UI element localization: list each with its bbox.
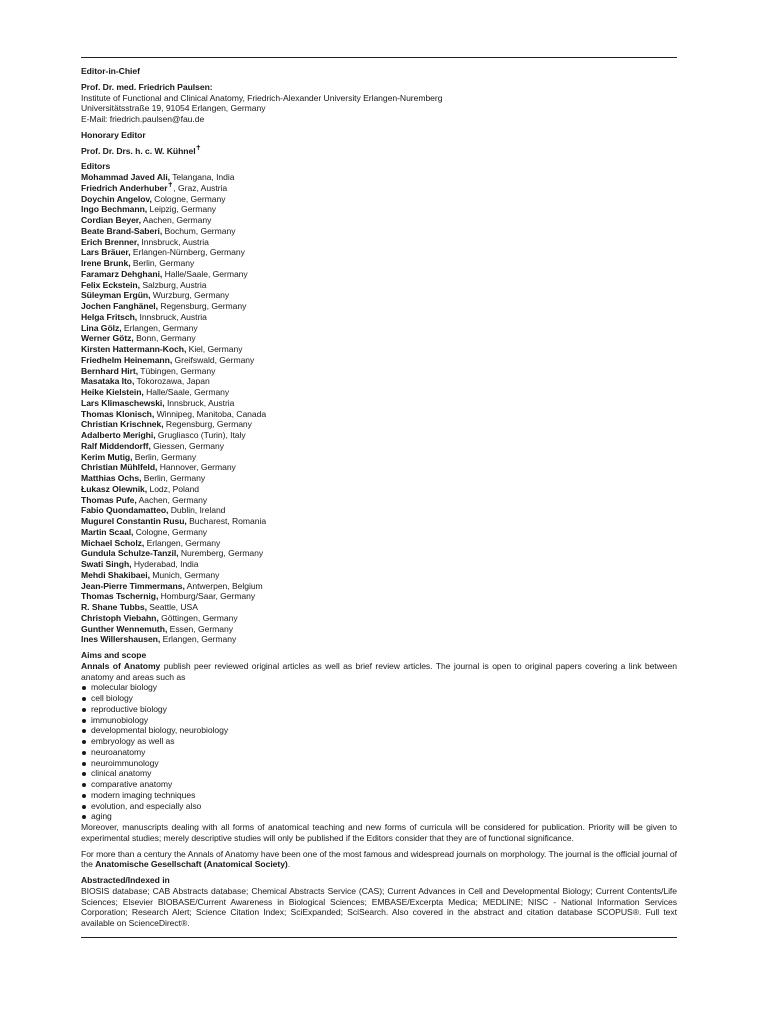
honorary-editor-name: Prof. Dr. Drs. h. c. W. Kühnel✝: [81, 144, 202, 156]
editor-entry: [81, 409, 677, 420]
topic-item: reproductive biology: [81, 704, 677, 715]
editor-in-chief-address: Universitätsstraße 19, 91054 Erlangen, Germany: [81, 103, 266, 114]
editor-entry: [81, 269, 677, 280]
editor-name: Jean-Pierre Timmermans,: [81, 580, 185, 591]
editor-name: Lina Gölz,: [81, 322, 122, 333]
editor-entry: [81, 495, 677, 506]
editor-location: Nuremberg, Germany: [180, 548, 264, 559]
editor-entry: [81, 301, 677, 312]
topic-item: embryology as well as: [81, 736, 677, 747]
editor-location: Essen, Germany: [169, 623, 233, 634]
editor-location: Regensburg, Germany: [165, 419, 252, 430]
editor-name: Jochen Fanghänel,: [81, 301, 158, 311]
editor-entry: [81, 226, 677, 237]
editor-location: Antwerpen, Belgium: [186, 580, 263, 591]
editor-entry: [81, 505, 677, 516]
editor-entry: [81, 538, 677, 549]
editor-name: Masataka Ito,: [81, 376, 135, 387]
editor-name: Mugurel Constantin Rusu,: [81, 516, 187, 526]
editor-location: Berlin, Germany: [132, 258, 195, 268]
topic-item: neuroanatomy: [81, 747, 677, 758]
editor-name: Christian Mühlfeld,: [81, 462, 158, 473]
editor-entry: [81, 312, 677, 323]
topic-item: immunobiology: [81, 715, 677, 726]
editor-name: Friedrich Anderhuber: [81, 182, 168, 193]
editor-entry: [81, 204, 677, 215]
editor-location: Winnipeg, Manitoba, Canada: [156, 408, 267, 419]
editor-name: Christoph Viebahn,: [81, 612, 159, 623]
editor-entry: [81, 624, 677, 635]
topic-item: neuroimmunology: [81, 758, 677, 769]
editor-location: Bochum, Germany: [164, 225, 236, 236]
topic-item: molecular biology: [81, 682, 677, 693]
editor-location: Munich, Germany: [152, 569, 220, 580]
editor-location: Erlangen-Nürnberg, Germany: [132, 247, 245, 258]
editor-entry: [81, 548, 677, 559]
editor-entry: [81, 441, 677, 452]
editor-name: Mehdi Shakibaei,: [81, 569, 150, 580]
editor-location: Bonn, Germany: [136, 333, 196, 344]
editor-name: Christian Krischnek,: [81, 419, 164, 430]
bottom-rule: [81, 937, 677, 938]
society-name: Anatomische Gesellschaft (Anatomical Society): [95, 859, 288, 870]
journal-name: Annals of Anatomy: [81, 660, 161, 671]
editor-location: Erlangen, Germany: [162, 634, 237, 645]
editor-entry: [81, 516, 677, 527]
editor-entry: [81, 473, 677, 484]
editor-location: Cologne, Germany: [135, 526, 208, 537]
editor-name: Doychin Angelov,: [81, 193, 152, 204]
editor-name: Felix Eckstein,: [81, 279, 140, 290]
editor-location: Erlangen, Germany: [146, 537, 221, 548]
editor-location: Grugliasco (Turin), Italy: [157, 430, 246, 440]
editor-location: Hyderabad, India: [133, 559, 199, 569]
editor-name: Łukasz Olewnik,: [81, 483, 148, 494]
deceased-mark: ✝: [167, 181, 174, 189]
editor-name: Ralf Middendorff,: [81, 440, 151, 451]
editor-entry: [81, 344, 677, 355]
aims-intro-text: publish peer reviewed original articles as well as brief review articles. The journal is open to original papers covering a link between anatomy and areas such as: [81, 660, 677, 682]
editor-entry: [81, 527, 677, 538]
editor-name: Kirsten Hattermann-Koch,: [81, 344, 187, 354]
editor-location: Tübingen, Germany: [140, 365, 216, 376]
editor-location: Aachen, Germany: [142, 215, 212, 225]
editor-name: Friedhelm Heinemann,: [81, 354, 173, 365]
editor-location: Giessen, Germany: [153, 440, 224, 451]
editor-location: Dublin, Ireland: [170, 505, 226, 516]
editor-entry: [81, 247, 677, 258]
editor-location: Berlin, Germany: [143, 473, 206, 483]
aims-intro: [81, 661, 677, 683]
editor-entry: [81, 280, 677, 291]
editor-entry: [81, 387, 677, 398]
editor-name: Martin Scaal,: [81, 526, 134, 537]
editor-entry: [81, 570, 677, 581]
editor-location: Aachen, Germany: [138, 494, 208, 505]
editor-name: Thomas Klonisch,: [81, 408, 155, 419]
editor-location: Seattle, USA: [149, 602, 198, 612]
editor-location: , Graz, Austria: [173, 182, 228, 193]
editor-entry: [81, 290, 677, 301]
editor-name: Lars Bräuer,: [81, 247, 131, 258]
editor-location: Bucharest, Romania: [189, 516, 267, 526]
editor-location: Salzburg, Austria: [142, 279, 207, 290]
editor-name: Mohammad Javed Ali,: [81, 172, 170, 182]
editor-in-chief-email: E-Mail: friedrich.paulsen@fau.de: [81, 114, 205, 124]
editor-name: Thomas Pufe,: [81, 494, 137, 505]
editor-entry: [81, 430, 677, 441]
editor-entry: [81, 183, 677, 194]
aims-heading: Aims and scope: [81, 650, 147, 660]
editor-entry: [81, 462, 677, 473]
top-rule: [81, 57, 677, 58]
editor-entry: [81, 366, 677, 377]
editor-location: Telangana, India: [172, 172, 235, 182]
editors-heading: Editors: [81, 161, 111, 172]
editor-location: Lodz, Poland: [149, 483, 200, 494]
aims-paragraph-2: Moreover, manuscripts dealing with all forms of anatomical teaching and new forms of curricula will be considered for publication. Priority will be given to experimental studies; merely descriptive studies will only be published if the Editors consider that they are of functional significance.: [81, 822, 677, 843]
editor-location: Göttingen, Germany: [161, 612, 238, 623]
editor-name: Erich Brenner,: [81, 236, 140, 247]
editor-name: Matthias Ochs,: [81, 473, 142, 483]
editor-in-chief-institute: Institute of Functional and Clinical Anatomy, Friedrich-Alexander University Erlangen-Nuremberg: [81, 92, 443, 103]
editor-name: R. Shane Tubbs,: [81, 602, 147, 612]
editor-entry: [81, 258, 677, 269]
topic-item: comparative anatomy: [81, 779, 677, 790]
editor-entry: [81, 323, 677, 334]
editor-location: Innsbruck, Austria: [166, 397, 235, 408]
editor-location: Leipzig, Germany: [149, 204, 217, 215]
topics-list: [81, 682, 677, 822]
editor-name: Cordian Beyer,: [81, 215, 141, 225]
editor-name: Bernhard Hirt,: [81, 365, 139, 376]
editor-location: Regensburg, Germany: [160, 301, 247, 311]
editor-entry: [81, 215, 677, 226]
editor-entry: [81, 333, 677, 344]
editor-entry: [81, 419, 677, 430]
editor-name: Fabio Quondamatteo,: [81, 505, 169, 516]
masthead-content: [81, 66, 677, 929]
editor-location: Hannover, Germany: [159, 462, 236, 473]
editor-entry: [81, 237, 677, 248]
editor-name: Süleyman Ergün,: [81, 290, 151, 301]
topic-item: aging: [81, 811, 677, 822]
editor-location: Halle/Saale, Germany: [164, 268, 248, 279]
editor-location: Innsbruck, Austria: [141, 236, 209, 247]
editor-entry: [81, 194, 677, 205]
topic-item: evolution, and especially also: [81, 801, 677, 812]
editor-name: Thomas Tschernig,: [81, 591, 159, 602]
topic-item: cell biology: [81, 693, 677, 704]
editor-entry: [81, 591, 677, 602]
editor-location: Halle/Saale, Germany: [146, 387, 230, 397]
editor-entry: [81, 559, 677, 570]
editor-name: Ingo Bechmann,: [81, 204, 148, 215]
editor-name: Kerim Mutig,: [81, 451, 133, 462]
editor-name: Ines Willershausen,: [81, 634, 161, 645]
editor-name: Lars Klimaschewski,: [81, 397, 165, 408]
editor-location: Berlin, Germany: [134, 451, 197, 462]
editor-entry: [81, 613, 677, 624]
editor-name: Irene Brunk,: [81, 258, 131, 268]
topic-item: developmental biology, neurobiology: [81, 725, 677, 736]
editor-entry: [81, 634, 677, 645]
topic-item: modern imaging techniques: [81, 790, 677, 801]
aims-paragraph-3: For more than a century the Annals of Anatomy have been one of the most famous and widespread journals on morphology. The journal is the official journal of the Anatomische Gesellschaft (Anatomical Society).: [81, 848, 677, 870]
editor-location: Cologne, Germany: [154, 193, 226, 204]
editor-name: Adalberto Merighi,: [81, 430, 156, 440]
honorary-editor-heading: Honorary Editor: [81, 129, 146, 140]
editor-entry: [81, 581, 677, 592]
editor-name: Beate Brand-Saberi,: [81, 225, 163, 236]
editor-in-chief-name: Prof. Dr. med. Friedrich Paulsen:: [81, 81, 213, 92]
editors-list: [81, 172, 677, 645]
editor-name: Swati Singh,: [81, 559, 132, 569]
editor-name: Helga Fritsch,: [81, 311, 138, 322]
topic-item: clinical anatomy: [81, 768, 677, 779]
editor-name: Heike Kielstein,: [81, 387, 144, 397]
editor-location: Homburg/Saar, Germany: [160, 591, 256, 602]
editor-name: Gunther Wennemuth,: [81, 623, 168, 634]
editor-location: Greifswald, Germany: [174, 354, 255, 365]
editor-location: Tokorozawa, Japan: [136, 376, 210, 387]
editor-name: Faramarz Dehghani,: [81, 268, 163, 279]
editor-entry: [81, 602, 677, 613]
editor-location: Wurzburg, Germany: [152, 290, 230, 301]
editor-name: Werner Götz,: [81, 333, 134, 344]
abstracted-text: BIOSIS database; CAB Abstracts database; Chemical Abstracts Service (CAS); Current Advances in Cell and Developmental Biology; Current Contents/Life Sciences; Elsevier BIOBASE/Current Awareness in Biological Sciences; EMBASE/Excerpta Medica; MEDLINE; NISC - National Information Services Corporation; Research Alert; Science Citation Index; SciExpanded; SciSearch. Also covered in the abstract and citation database SCOPUS®. Full text available on ScienceDirect®.: [81, 885, 677, 928]
editor-entry: [81, 484, 677, 495]
editor-name: Michael Scholz,: [81, 537, 145, 548]
editor-location: Erlangen, Germany: [123, 322, 198, 333]
editor-entry: [81, 355, 677, 366]
editor-in-chief-heading: Editor-in-Chief: [81, 66, 140, 76]
editor-entry: [81, 452, 677, 463]
editor-entry: [81, 398, 677, 409]
editor-entry: [81, 376, 677, 387]
editor-location: Innsbruck, Austria: [139, 311, 207, 322]
deceased-mark: ✝: [195, 144, 202, 152]
abstracted-heading: Abstracted/Indexed in: [81, 875, 170, 885]
editor-name: Gundula Schulze-Tanzil,: [81, 548, 179, 559]
editor-location: Kiel, Germany: [188, 344, 243, 354]
